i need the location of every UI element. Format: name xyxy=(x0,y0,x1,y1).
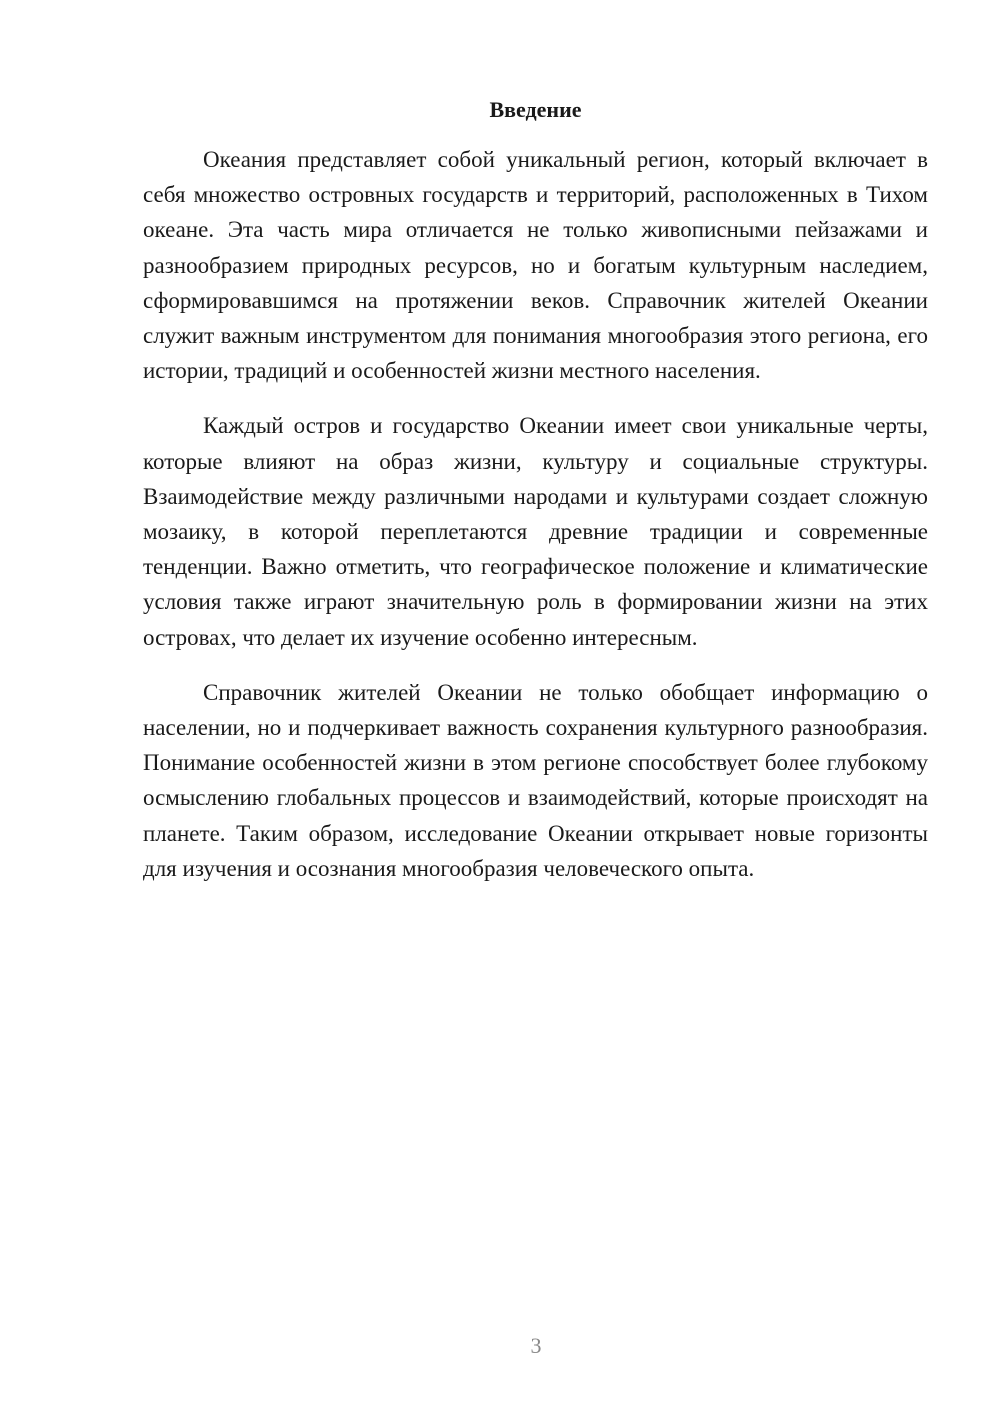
page-number: 3 xyxy=(530,1333,542,1358)
paragraph-1: Океания представляет собой уникальный регион, который включает в себя множество островных государств и территорий, расположенных в Тихом океане. Эта часть мира отличается не только живописными пейзажами и разнообразием природных ресурсов, но и богатым культурным наследием, сформировавшимся на протяжении веков. Справочник жителей Океании служит важным инструментом для понимания многообразия этого региона, его истории, традиций и особенностей жизни местного населения. xyxy=(143,147,928,384)
paragraph-2: Каждый остров и государство Океании имеет свои уникальные черты, которые влияют на образ жизни, культуру и социальные структуры. Взаимодействие между различными народами и культурами создает сложную мозаику, в которой переплетаются древние традиции и современные тенденции. Важно отметить, что географическое положение и климатические условия также играют значительную роль в формировании жизни на этих островах, что делает их изучение особенно интересным. xyxy=(143,413,928,650)
page-content xyxy=(143,92,928,906)
section-title: Введение xyxy=(489,97,582,122)
page-number-footer xyxy=(0,1333,1000,1359)
paragraph-3: Справочник жителей Океании не только обобщает информацию о населении, но и подчеркивает важность сохранения культурного разнообразия. Понимание особенностей жизни в этом регионе способствует более глубокому осмыслению глобальных процессов и взаимодействий, которые происходят на планете. Таким образом, исследование Океании открывает новые горизонты для изучения и осознания многообразия человеческого опыта. xyxy=(143,679,928,881)
